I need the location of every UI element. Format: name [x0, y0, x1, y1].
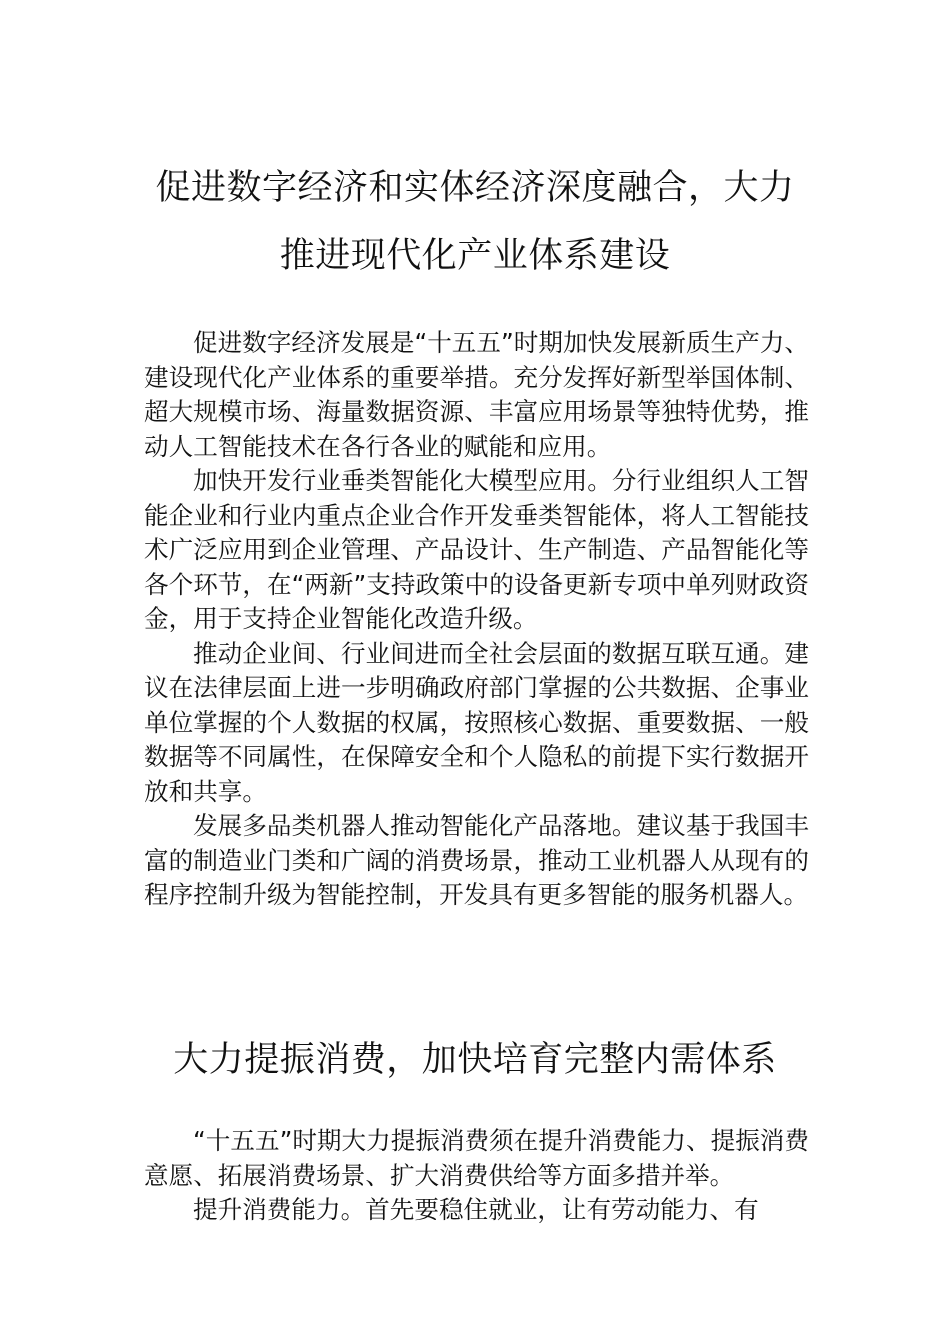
paragraph: 发展多品类机器人推动智能化产品落地。建议基于我国丰富的制造业门类和广阔的消费场景，推动工业机器人从现有的程序控制升级为智能控制，开发具有更多智能的服务机器人。 — [144, 811, 809, 909]
section-1-title-line-2: 推进现代化产业体系建设 — [279, 236, 671, 276]
section-1-body — [144, 326, 809, 913]
section-2-body — [144, 1124, 809, 1228]
paragraph: 加快开发行业垂类智能化大模型应用。分行业组织人工智能企业和行业内重点企业合作开发垂类智能体，将人工智能技术广泛应用到企业管理、产品设计、生产制造、产品智能化等各个环节，在“两新”支持政策中的设备更新专项中单列财政资金，用于支持企业智能化改造升级。 — [144, 466, 809, 633]
paragraph: 提升消费能力。首先要稳住就业，让有劳动能力、有 — [193, 1195, 759, 1224]
paragraph: 推动企业间、行业间进而全社会层面的数据互联互通。建议在法律层面上进一步明确政府部门掌握的公共数据、企事业单位掌握的个人数据的权属，按照核心数据、重要数据、一般数据等不同属性，在保障安全和个人隐私的前提下实行数据开放和共享。 — [144, 638, 809, 806]
paragraph: 促进数字经济发展是“十五五”时期加快发展新质生产力、建设现代化产业体系的重要举措。充分发挥好新型举国体制、超大规模市场、海量数据资源、丰富应用场景等独特优势，推动人工智能技术在各行各业的赋能和应用。 — [144, 328, 809, 461]
section-1-title-line-1: 促进数字经济和实体经济深度融合，大力 — [155, 168, 795, 208]
section-1-title — [100, 154, 850, 290]
section-2-title: 大力提振消费，加快培育完整内需体系 — [173, 1040, 777, 1080]
paragraph: “十五五”时期大力提振消费须在提升消费能力、提振消费意愿、拓展消费场景、扩大消费供给等方面多措并举。 — [144, 1126, 809, 1190]
